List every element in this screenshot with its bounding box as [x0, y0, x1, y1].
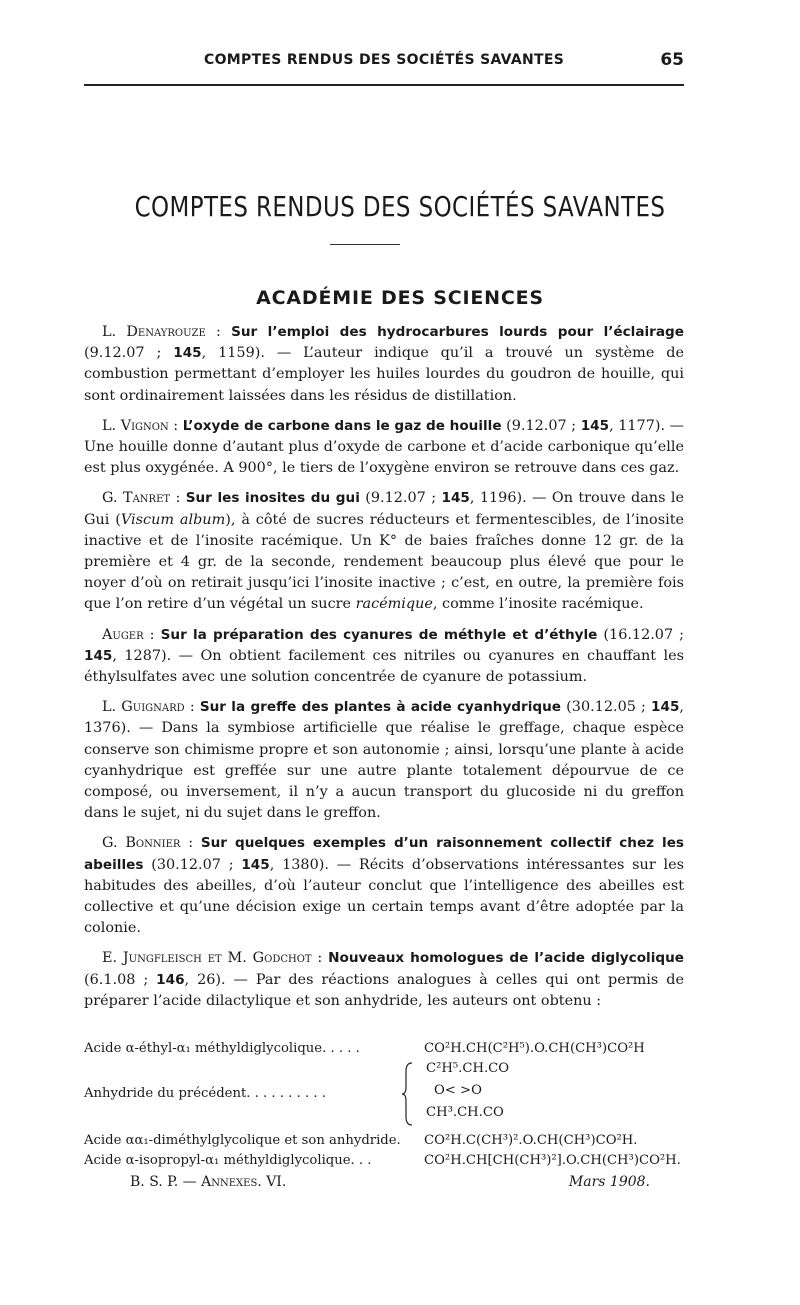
running-head	[84, 52, 684, 74]
entry-title: Sur l’emploi des hydrocarbures lourds pour l’éclairage	[231, 324, 684, 340]
entry-bonnier	[84, 833, 684, 939]
entry-title: L’oxyde de carbone dans le gaz de houille	[182, 417, 502, 434]
curly-brace-icon	[402, 1061, 414, 1127]
page-number: 65	[660, 50, 684, 70]
entry-ref-date: (6.1.08 ;	[84, 971, 157, 988]
entry-ref-page: , 1159). —	[201, 345, 304, 362]
title-divider	[330, 244, 400, 245]
entry-jungfleisch-godchot	[84, 948, 684, 1012]
entry-guignard	[84, 697, 684, 824]
entry-ref-page: , 1177). —	[609, 417, 685, 434]
section-title: ACADÉMIE DES SCIENCES	[256, 287, 544, 309]
compound-table	[84, 1041, 684, 1173]
entry-denayrouze	[84, 322, 684, 407]
compound-name: Acide αα₁-diméthylglycolique et son anhydride.	[84, 1133, 401, 1148]
entry-text: Par des réactions analogues à celles qui ont permis de préparer l’acide dilactylique et son anhydride, les auteurs ont obtenu :	[84, 971, 684, 1009]
header-rule	[84, 84, 684, 86]
entry-author: G. Tanret :	[102, 490, 181, 507]
entry-auger	[84, 625, 684, 689]
compound-name: Anhydride du précédent. . . . . . . . . .	[84, 1086, 326, 1101]
entry-tanret	[84, 488, 684, 615]
entry-ref-date: (9.12.07 ;	[359, 490, 442, 507]
body-text	[84, 322, 684, 1021]
entry-title: Sur les inosites du gui	[185, 490, 360, 507]
entry-text: Dans la symbiose artificielle que réalise le greffage, chaque espèce conserve son chimisme propre et son autonomie ; ainsi, lorsqu’une plante à acide cyanhydrique est greffée sur une autre plante totalement dépourvue de ce composé, ou inversement, il n’y a aucun transport du glucoside ni du greffon dans le sujet, ni du sujet dans le greffon.	[84, 720, 684, 822]
entry-ref-volume: 145	[241, 856, 270, 873]
entry-text: L’auteur indique qu’il a trouvé un système de combustion permettant d’employer les huiles lourdes du goudron de houille, qui sont ordinairement laissées dans les résidus de distillation.	[84, 345, 684, 404]
entry-ref-page: , 1380). —	[269, 856, 359, 873]
entry-author: L. Vignon :	[102, 417, 179, 434]
entry-author: G. Bonnier :	[102, 835, 194, 852]
entry-vignon	[84, 416, 684, 480]
entry-text: Une houille donne d’autant plus d’oxyde de carbone et d’acide carbonique qu’elle est plus oxygénée. A 900°, le tiers de l’oxygène environ se retrouve dans ces gaz.	[84, 439, 684, 477]
entry-ref-volume: 145	[651, 699, 680, 716]
structure-line: O< >O	[434, 1083, 482, 1098]
entry-ref-date: (9.12.07 ;	[501, 417, 581, 434]
entry-ref-page: , 1196). —	[469, 490, 552, 507]
compound-name: Acide α-isopropyl-α₁ méthyldiglycolique. . .	[84, 1153, 372, 1168]
page-footer	[84, 1174, 684, 1196]
entry-ref-date: (9.12.07 ;	[84, 345, 174, 362]
main-title: COMPTES RENDUS DES SOCIÉTÉS SAVANTES	[134, 190, 666, 223]
entry-text: On obtient facilement ces nitriles ou cyanures en chauffant les éthylsulfates avec une solution concentrée de cyanure de potassium.	[84, 647, 685, 686]
entry-ref-page: , 26). —	[184, 971, 256, 988]
entry-text-part: On trouve dans le Gui (	[84, 490, 684, 528]
entry-ref-volume: 145	[580, 417, 610, 434]
compound-name: Acide α-éthyl-α₁ méthyldiglycolique. . . . .	[84, 1041, 360, 1056]
entry-title: Sur quelques exemples d’un raisonnement collectif chez les abeilles	[84, 835, 684, 873]
structure-line: CH³.CH.CO	[426, 1105, 504, 1120]
footer-source: B. S. P. — Annexes. VI.	[130, 1174, 287, 1190]
compound-formula: CO²H.C(CH³)².O.CH(CH³)CO²H.	[424, 1133, 638, 1148]
entry-ref-date: (30.12.07 ;	[143, 856, 242, 873]
entry-title: Nouveaux homologues de l’acide diglycolique	[328, 950, 684, 967]
compound-formula: CO²H.CH[CH(CH³)²].O.CH(CH³)CO²H.	[424, 1153, 681, 1168]
compound-formula: CO²H.CH(C²H⁵).O.CH(CH³)CO²H	[424, 1041, 645, 1056]
entry-ref-volume: 145	[173, 345, 202, 362]
entry-author: E. Jungfleisch et M. Godchot :	[102, 950, 323, 967]
entry-title: Sur la greffe des plantes à acide cyanhydrique	[199, 699, 562, 716]
entry-ref-page: , 1287). —	[112, 647, 201, 664]
entry-text: Récits d’observations intéressantes sur les habitudes des abeilles, d’où l’auteur conclut que l’intelligence des abeilles est collective et qu’une décision exige un certain temps avant d’être adoptée par la colonie.	[84, 856, 684, 937]
entry-author: Auger :	[102, 626, 155, 643]
compound-row	[84, 1041, 684, 1061]
entry-italic-term: Viscum album	[120, 511, 226, 528]
entry-ref-volume: 145	[84, 647, 113, 664]
compound-row	[84, 1133, 684, 1153]
entry-ref-date: (16.12.07 ;	[597, 626, 685, 643]
compound-row	[84, 1153, 684, 1173]
entry-text-part: , comme l’inosite racémique.	[432, 596, 644, 613]
entry-text-part: ), à côté de sucres réducteurs et fermentescibles, de l’inosite inactive et de l’inosite racémique. Un K° de baies fraîches donne 12 gr. de la première et 4 gr. de la seconde, rendement beaucoup plus élevé que pour le noyer d’où on retirait jusqu’ici l’inosite inactive ; c’est, en outre, la première fois que l’on retire d’un végétal un sucre	[84, 511, 684, 613]
entry-ref-date: (30.12.05 ;	[561, 699, 652, 716]
entry-italic-term: racémique	[355, 596, 433, 613]
entry-title: Sur la préparation des cyanures de méthyle et d’éthyle	[160, 626, 598, 643]
entry-ref-page: , 1376). —	[84, 699, 684, 737]
compound-structure-row	[84, 1061, 684, 1133]
entry-ref-volume: 145	[441, 490, 470, 507]
running-title: COMPTES RENDUS DES SOCIÉTÉS SAVANTES	[204, 52, 565, 68]
entry-author: L. Guignard :	[102, 699, 195, 716]
entry-author: L. Denayrouze :	[102, 324, 221, 340]
entry-ref-volume: 146	[156, 971, 185, 988]
structure-line: C²H⁵.CH.CO	[426, 1061, 510, 1076]
footer-date: Mars 1908.	[568, 1174, 650, 1190]
